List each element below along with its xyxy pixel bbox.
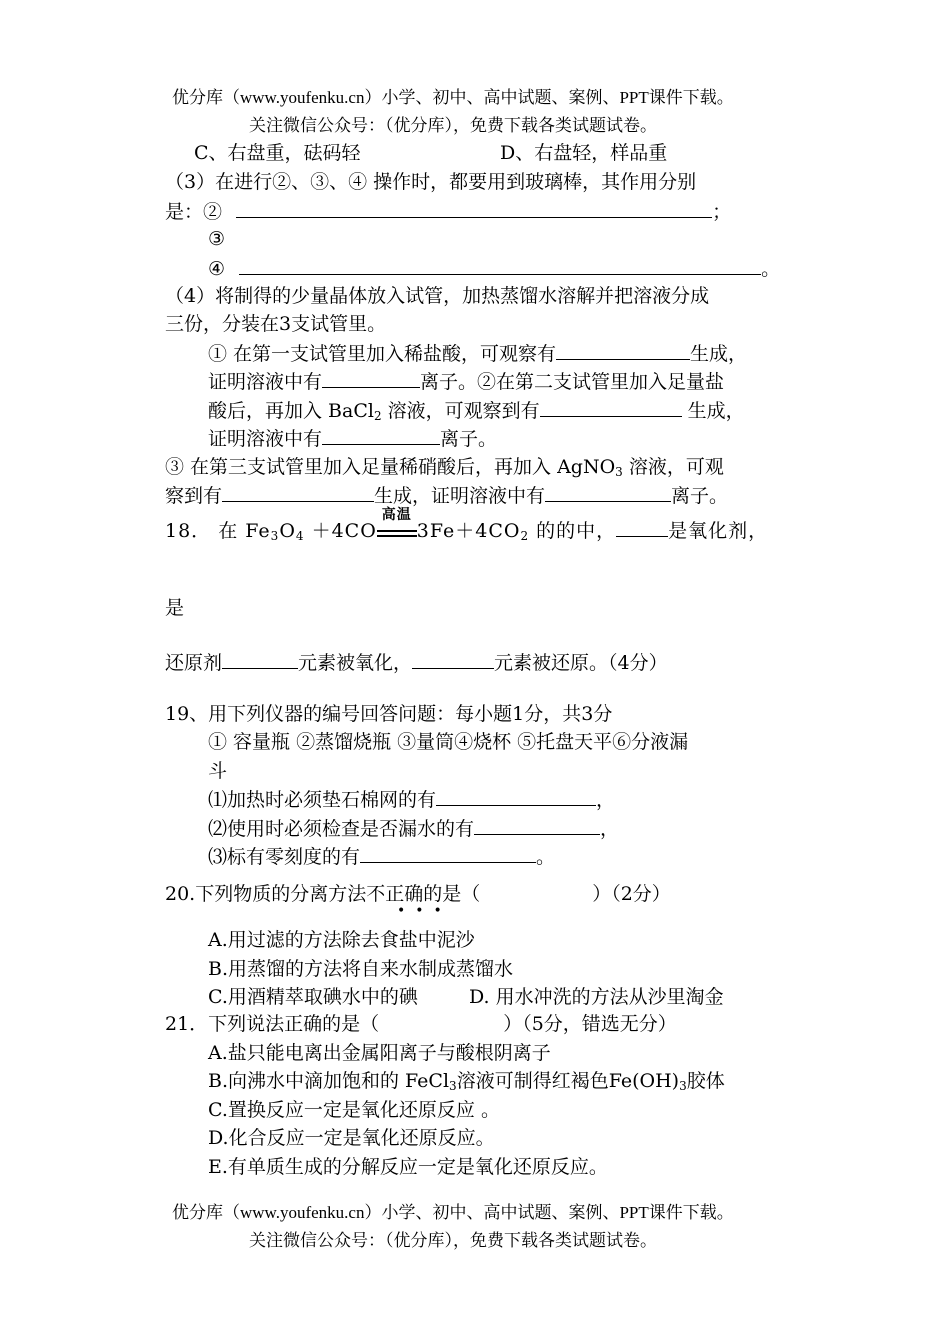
q21-b-pre: B.向沸水中滴加饱和的 FeCl	[208, 1070, 450, 1092]
test-tube-3-line-a	[165, 455, 724, 479]
tube2-prove: 证明溶液中有	[208, 428, 323, 450]
answer-blank-tube1-ion[interactable]	[322, 369, 420, 388]
part3-label: 是：②	[165, 201, 223, 223]
q18-plus-co: ＋4CO	[304, 520, 377, 542]
part3-line-4	[208, 256, 780, 281]
q21-title-end: ）（5分，错选无分）	[503, 1013, 677, 1035]
q21-b-mid: 溶液可制得红褐色Fe(OH)	[456, 1070, 680, 1092]
footer-line-1: 优分库（www.youfenku.cn）小学、初中、高中试题、案例、PPT课件下载。	[172, 1203, 734, 1222]
tube3-prove: 生成，证明溶液中有	[374, 485, 546, 507]
q21-title	[165, 1012, 677, 1036]
semicolon: ；	[712, 201, 732, 223]
period: 。	[761, 258, 781, 280]
reaction-arrow	[377, 507, 417, 537]
q19-sub2-text: ⑵使用时必须检查是否漏水的有	[208, 818, 475, 840]
reaction-condition: 高温	[381, 507, 412, 523]
tube3-text: ③ 在第三支试管里加入足量稀硝酸后，再加入 AgNO	[165, 456, 616, 478]
header-line-2: 关注微信公众号：（优分库），免费下载各类试题试卷。	[249, 116, 657, 135]
agno3-subscript: 3	[615, 465, 623, 479]
tube1-ion-tail: 离子。②在第二支试管里加入足量盐	[420, 371, 725, 393]
tube2-observe: 溶液，可观察到有	[381, 400, 540, 422]
q18-reductant: 还原剂	[165, 652, 223, 674]
q21-option-d: D.化合反应一定是氧化还原反应。	[208, 1127, 495, 1149]
answer-blank-4[interactable]	[239, 256, 761, 275]
q20-title-text: 20.下列物质的分离方法不正确的是（	[165, 883, 481, 905]
q18-oxidized: 元素被氧化，	[298, 652, 413, 674]
answer-blank-reductant[interactable]	[222, 650, 298, 669]
test-tube-1-line-a	[208, 341, 747, 366]
q19-sub-3	[208, 844, 555, 869]
q19-title: 19、用下列仪器的编号回答问题：每小题1分，共3分	[165, 703, 613, 725]
answer-blank-tube2-ion[interactable]	[322, 426, 440, 445]
feoh3-subscript: 3	[679, 1079, 687, 1093]
q18-tail: 的的中，	[529, 520, 617, 542]
answer-blank-tube2-observe[interactable]	[540, 398, 682, 417]
q20-option-c: C.用酒精萃取碘水中的碘	[208, 986, 418, 1008]
option-d: D、右盘轻，样品重	[500, 142, 668, 164]
emphasis-dots: •••	[397, 903, 452, 919]
q19-items-2: 斗	[208, 760, 228, 782]
o4-subscript: 4	[295, 529, 305, 543]
footer-line-2: 关注微信公众号：（优分库），免费下载各类试题试卷。	[249, 1231, 657, 1250]
q21-option-b	[208, 1069, 725, 1093]
q20-option-d: D. 用水冲洗的方法从沙里淘金	[469, 986, 724, 1008]
fe3-subscript: 3	[270, 529, 280, 543]
tube1-generate: 生成，	[690, 343, 748, 365]
q18-products: 3Fe＋4CO	[416, 520, 521, 542]
q19-sub3-text: ⑶标有零刻度的有	[208, 846, 361, 868]
answer-blank-2[interactable]	[236, 199, 712, 218]
tube2-text: 酸后，再加入 BaCl	[208, 400, 374, 422]
test-tube-2-line-a	[208, 398, 745, 423]
q19-sub2-end: ，	[600, 818, 620, 840]
equals-sign	[377, 530, 417, 537]
q19-sub-2	[208, 816, 619, 841]
q21-option-a: A.盐只能电离出金属阳离子与酸根阴离子	[208, 1042, 551, 1064]
q19-sub-1	[208, 787, 615, 812]
q19-items: ① 容量瓶 ②蒸馏烧瓶 ③量筒④烧杯 ⑤托盘天平⑥分液漏	[208, 731, 689, 753]
q18-shi: 是	[165, 597, 185, 619]
part4-line-2: 三份，分装在3支试管里。	[165, 313, 387, 335]
q18-number: 18．	[165, 520, 212, 542]
answer-blank-q19-2[interactable]	[474, 816, 600, 835]
fecl3-subscript: 3	[449, 1079, 457, 1093]
q20-option-a: A.用过滤的方法除去食盐中泥沙	[208, 929, 475, 951]
part3-line-2	[165, 199, 731, 224]
part4-line-1: （4）将制得的少量晶体放入试管，加热蒸馏水溶解并把溶液分成	[165, 285, 710, 307]
q18-o: O	[279, 520, 296, 542]
tube3-observe-2: 察到有	[165, 485, 223, 507]
answer-blank-tube3-ion[interactable]	[545, 483, 671, 502]
part3-line-1: （3）在进行②、③、④ 操作时，都要用到玻璃棒，其作用分别	[165, 171, 697, 193]
q19-sub1-text: ⑴加热时必须垫石棉网的有	[208, 789, 437, 811]
q19-sub1-end: ，	[596, 789, 616, 811]
tube2-generate: 生成，	[681, 400, 745, 422]
q21-b-post: 胶体	[686, 1070, 725, 1092]
tube1-text: ① 在第一支试管里加入稀盐酸，可观察有	[208, 343, 557, 365]
q20-title-end: ）（2分）	[592, 883, 671, 905]
tube3-observe: 溶液，可观	[622, 456, 724, 478]
q20-option-b: B.用蒸馏的方法将自来水制成蒸馏水	[208, 958, 514, 980]
q18-fe: 在 Fe	[218, 520, 271, 542]
q19-sub3-end: 。	[536, 846, 556, 868]
answer-blank-tube1-observe[interactable]	[556, 341, 690, 360]
bacl2-subscript: 2	[373, 409, 382, 423]
tube1-prove: 证明溶液中有	[208, 371, 323, 393]
test-tube-2-line-b	[208, 426, 497, 451]
part3-mark-4: ④	[208, 258, 226, 280]
q21-option-e: E.有单质生成的分解反应一定是氧化还原反应。	[208, 1156, 608, 1178]
q18-oxidant: 是氧化剂，	[668, 520, 769, 542]
answer-blank-tube3-observe[interactable]	[222, 483, 374, 502]
q18-reduced: 元素被还原。（4分）	[494, 652, 668, 674]
tube2-ion-tail: 离子。	[440, 428, 498, 450]
test-tube-1-line-b	[208, 369, 724, 394]
test-tube-3-line-b	[165, 483, 728, 508]
q18-line-3	[165, 650, 668, 675]
tube3-ion-tail: 离子。	[671, 485, 729, 507]
option-c: C、右盘重，砝码轻	[194, 142, 361, 164]
part3-mark-3: ③	[208, 228, 226, 250]
answer-blank-oxidized-element[interactable]	[412, 650, 494, 669]
co2-subscript: 2	[520, 529, 530, 543]
q21-option-c: C.置换反应一定是氧化还原反应 。	[208, 1099, 500, 1121]
answer-blank-oxidant[interactable]	[616, 518, 668, 537]
header-line-1: 优分库（www.youfenku.cn）小学、初中、高中试题、案例、PPT课件下载。	[172, 88, 734, 107]
q21-title-text: 21．下列说法正确的是（	[165, 1013, 380, 1035]
q18-line-1	[165, 507, 769, 543]
answer-blank-q19-1[interactable]	[436, 787, 596, 806]
answer-blank-q19-3[interactable]	[360, 844, 536, 863]
